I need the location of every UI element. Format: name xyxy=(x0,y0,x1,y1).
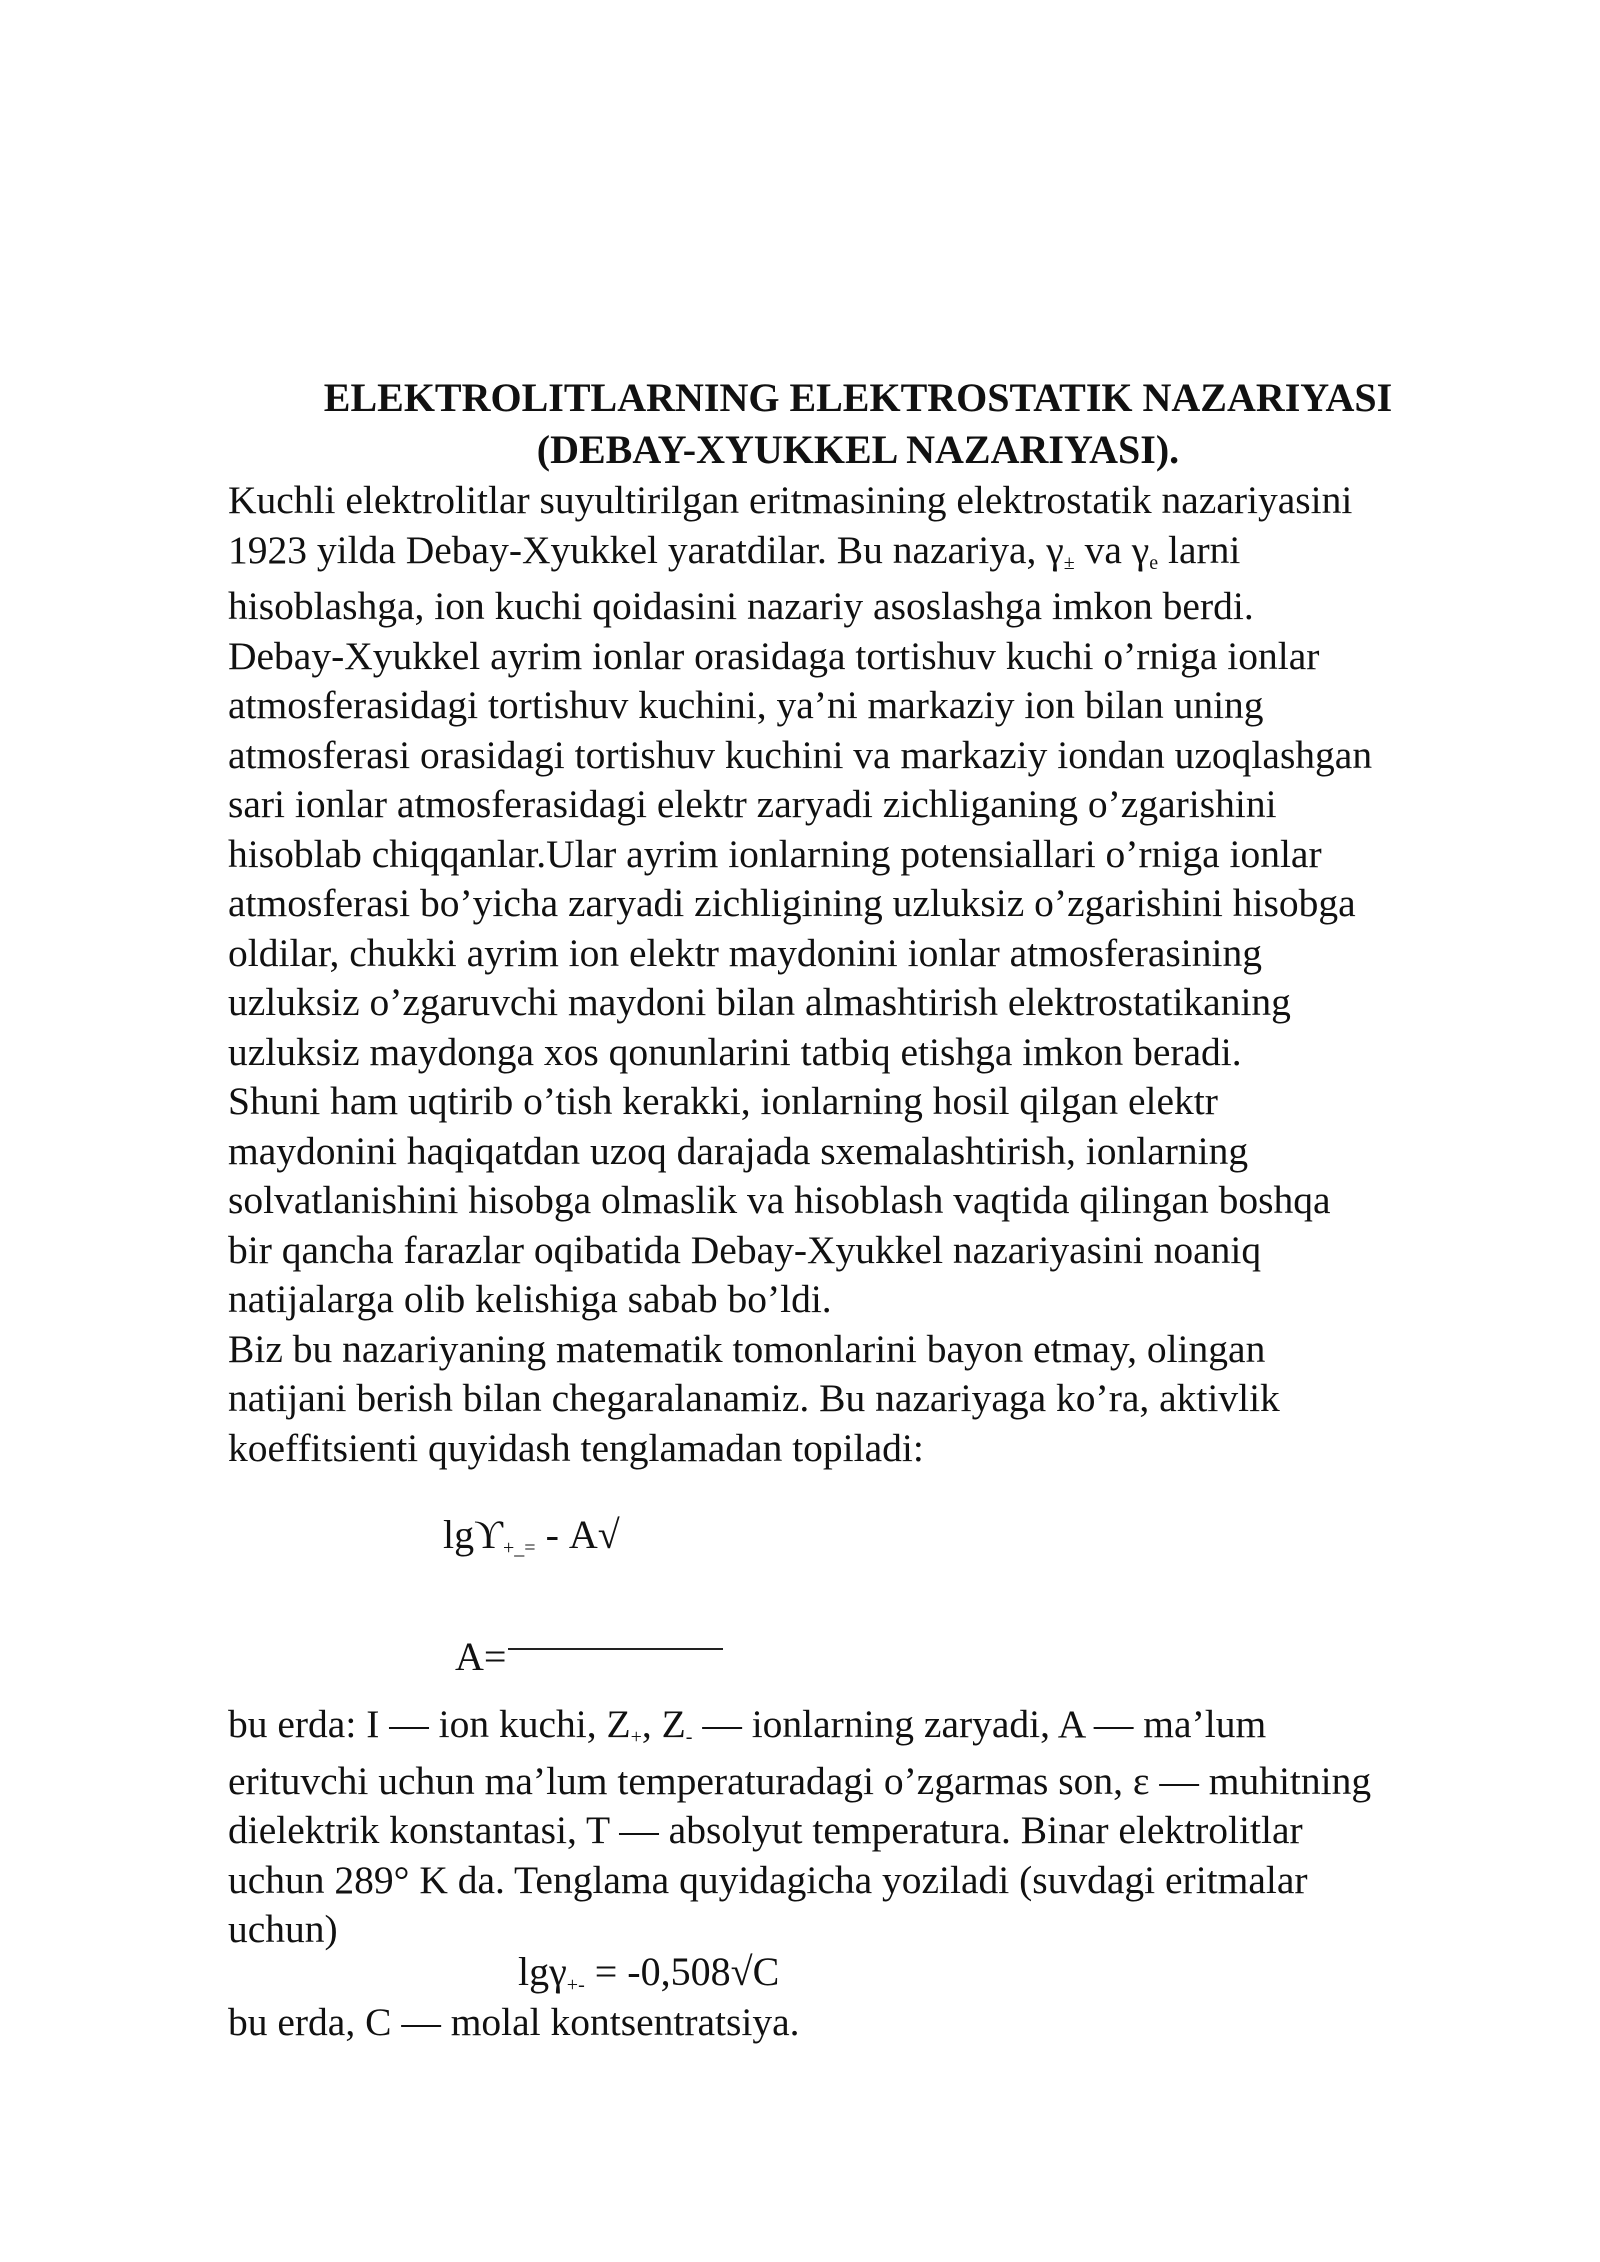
text-line: bir qancha farazlar oqibatida Debay-Xyukkel nazariyasini noaniq xyxy=(228,1227,1262,1272)
text-line: atmosferasi orasidagi tortishuv kuchini va markaziy iondan uzoqlashgan xyxy=(228,732,1373,777)
formula-binary-electrolyte xyxy=(518,1947,779,2004)
final-line: bu erda, C — molal kontsentratsiya. xyxy=(228,2000,800,2044)
formula-subscript: +- xyxy=(566,1974,585,1996)
document-page xyxy=(228,372,1488,1473)
subscript: e xyxy=(1149,551,1159,574)
text-line: koeffitsienti quyidash tenglamadan topiladi: xyxy=(228,1425,924,1470)
formula-rest: - A√ xyxy=(535,1512,620,1557)
text-line: atmosferasi bo’yicha zaryadi zichligining uzluksiz o’zgarishini hisobga xyxy=(228,881,1356,925)
text-line: atmosferasidagi tortishuv kuchini, ya’ni markaziy ion bilan uning xyxy=(228,683,1264,727)
text-segment: bu erda: I — ion kuchi, Z xyxy=(228,1702,631,1746)
subscript: + xyxy=(630,1726,642,1748)
text-line: solvatlanishini hisobga olmaslik va hisoblash vaqtida qilingan boshqa xyxy=(228,1178,1331,1222)
text-line: sari ionlar atmosferasidagi elektr zaryadi zichliganing o’zgarishini xyxy=(228,782,1277,826)
text-line: dielektrik konstantasi, T — absolyut temperatura. Binar elektrolitlar xyxy=(228,1808,1303,1852)
text-line: hisoblashga, ion kuchi qoidasini nazariy asoslashga imkon berdi. xyxy=(228,584,1254,628)
text-segment: 1923 yilda Debay-Xyukkel yaratdilar. Bu nazariya, γ xyxy=(228,527,1064,572)
formula-main: A= xyxy=(455,1634,507,1679)
subscript: - xyxy=(685,1726,693,1748)
text-line xyxy=(228,526,1488,583)
text-line: maydonini haqiqatdan uzoq darajada sxemalashtirish, ionlarning xyxy=(228,1128,1249,1173)
paragraph-limitations xyxy=(228,1077,1488,1325)
formula-constant-a xyxy=(455,1632,723,1682)
formula-rest: = -0,508√C xyxy=(584,1949,780,1994)
text-line: uchun 289° K da. Tenglama quyidagicha yoziladi (suvdagi eritmalar xyxy=(228,1857,1308,1902)
text-line: Debay-Xyukkel ayrim ionlar orasidaga tortishuv kuchi o’rniga ionlar xyxy=(228,633,1320,678)
paragraph-definitions xyxy=(228,1700,1528,1955)
text-segment: va γ xyxy=(1074,527,1150,572)
formula-subscript: +_= xyxy=(503,1537,536,1559)
text-line xyxy=(228,1700,1528,1757)
subscript: ± xyxy=(1063,551,1075,574)
title-line-2: (DEBAY-XYUKKEL NAZARIYASI). xyxy=(536,427,1180,472)
text-line: uzluksiz maydonga xos qonunlarini tatbiq etishga imkon beradi. xyxy=(228,1029,1242,1074)
text-line: oldilar, chukki ayrim ion elektr maydonini ionlar atmosferasining xyxy=(228,930,1262,975)
text-line: Shuni ham uqtirib o’tish kerakki, ionlarning hosil qilgan elektr xyxy=(228,1079,1218,1123)
text-line: uzluksiz o’zgaruvchi maydoni bilan almashtirish elektrostatikaning xyxy=(228,980,1291,1024)
text-line: Biz bu nazariyaning matematik tomonlarini bayon etmay, olingan xyxy=(228,1326,1266,1371)
fraction-bar xyxy=(508,1648,723,1650)
text-line: uchun) xyxy=(228,1907,338,1951)
formula-activity-coefficient xyxy=(443,1510,620,1567)
text-line: Kuchli elektrolitlar suyultirilgan eritmasining elektrostatik nazariyasini xyxy=(228,478,1353,522)
explanation-block xyxy=(228,1700,1528,1955)
title-line-1: ELEKTROLITLARNING ELEKTROSTATIK NAZARIYASI xyxy=(323,375,1393,420)
formula-main: lgγ xyxy=(518,1949,567,1994)
text-line: erituvchi uchun ma’lum temperaturadagi o’zgarmas son, ε — muhitning xyxy=(228,1758,1372,1803)
paragraph-intro xyxy=(228,476,1488,1077)
formula-main: lgϒ xyxy=(443,1512,503,1557)
text-segment: — ionlarning zaryadi, A — ma’lum xyxy=(692,1702,1267,1746)
paragraph-result xyxy=(228,1325,1488,1474)
text-segment: larni xyxy=(1158,527,1241,572)
text-line: hisoblab chiqqanlar.Ular ayrim ionlarning potensiallari o’rniga ionlar xyxy=(228,831,1322,876)
text-line: natijani berish bilan chegaralanamiz. Bu nazariyaga ko’ra, aktivlik xyxy=(228,1376,1280,1420)
text-line: natijalarga olib kelishiga sabab bo’ldi. xyxy=(228,1277,832,1321)
text-segment: , Z xyxy=(641,1702,686,1746)
document-title xyxy=(228,372,1488,476)
